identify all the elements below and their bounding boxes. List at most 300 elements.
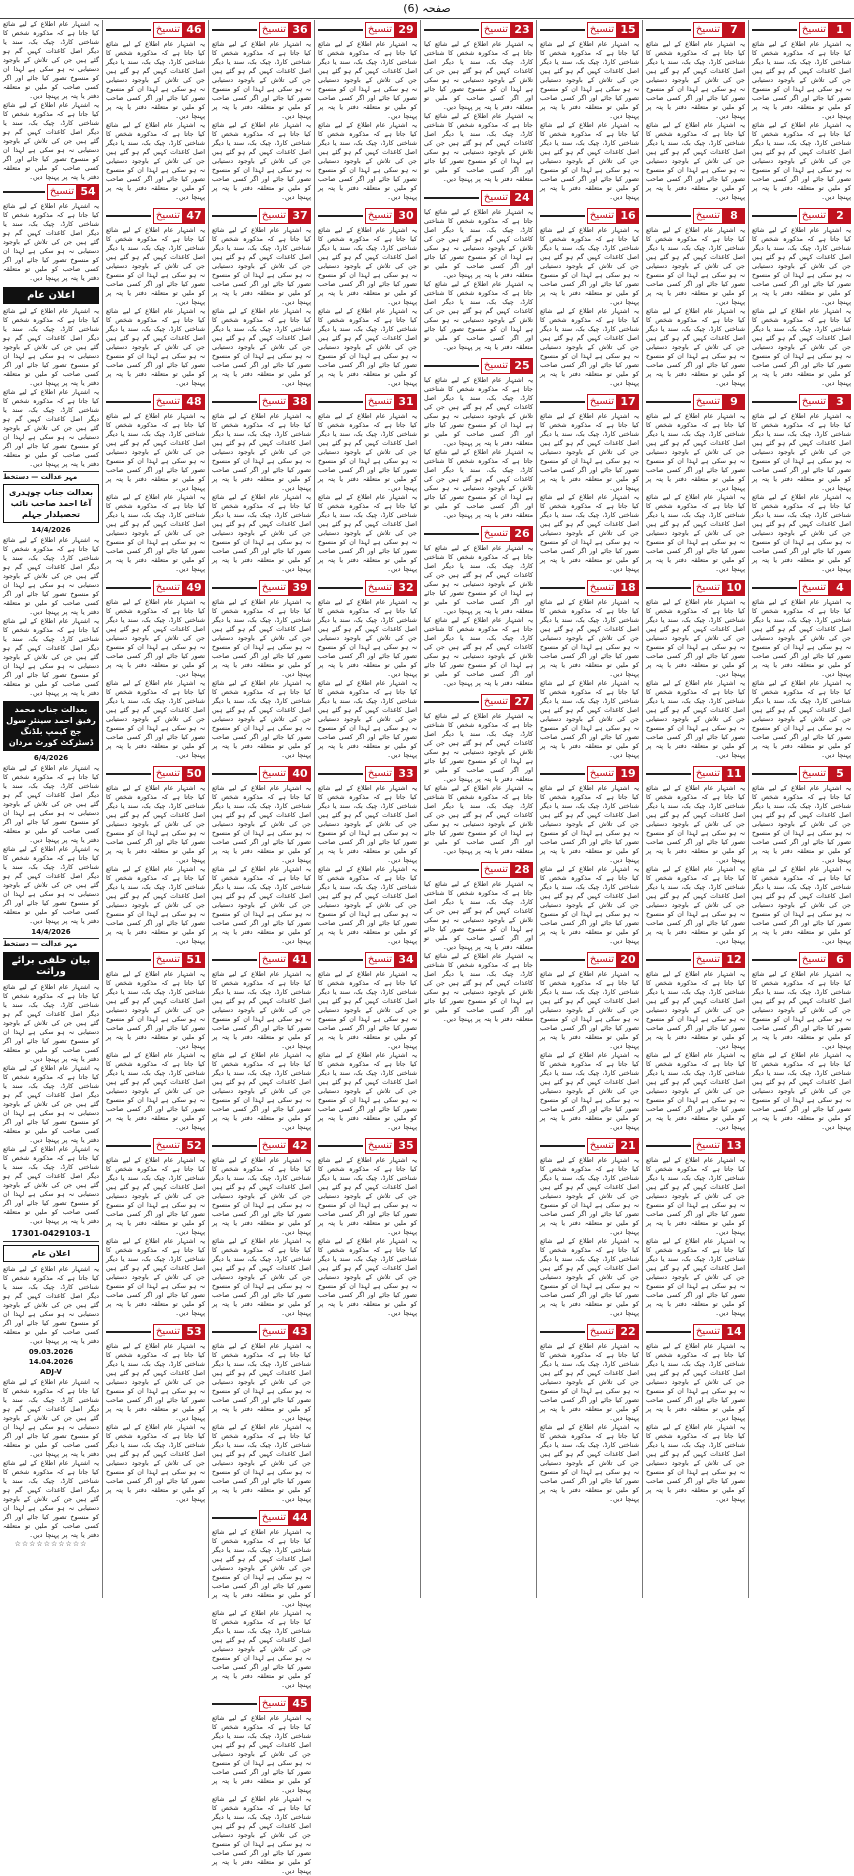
notice-item (106, 394, 205, 574)
notice-number: 31 (395, 394, 417, 410)
notice-tag (540, 1324, 639, 1340)
divider (424, 197, 479, 199)
notice-text: یہ اشتہار عام اطلاع کے لیے شائع کیا جاتا ہے کہ مذکورہ شخص کا شناختی کارڈ، چیک بک، سند یا دیگر اصل کاغذات کہیں گم ہو گئے ہیں جن کی تلاش کے باوجود دستیابی نہ ہو سکی ہے لہذا ان کو منسوخ تصور کیا جائے اور اگر کسی صاحب کو ملیں تو متعلقہ دفتر یا پتہ پر پہنچا دیں۔ (540, 121, 639, 201)
divider (752, 29, 797, 31)
notice-number: 14 (723, 1324, 745, 1340)
notice-label: تنسیخ (587, 394, 617, 410)
notice-label: تنسیخ (587, 22, 617, 38)
notice-text: یہ اشتہار عام اطلاع کے لیے شائع کیا جاتا ہے کہ مذکورہ شخص کا شناختی کارڈ، چیک بک، سند یا دیگر اصل کاغذات کہیں گم ہو گئے ہیں جن کی تلاش کے باوجود دستیابی نہ ہو سکی ہے لہذا ان کو منسوخ تصور کیا جائے اور اگر کسی صاحب کو ملیں تو متعلقہ دفتر یا پتہ پر پہنچا دیں۔ (318, 307, 417, 387)
notice-tag (540, 580, 639, 596)
notice-label: تنسیخ (365, 952, 395, 968)
notice-item (212, 1324, 311, 1504)
notice-tag (106, 1324, 205, 1340)
notice-text: یہ اشتہار عام اطلاع کے لیے شائع کیا جاتا ہے کہ مذکورہ شخص کا شناختی کارڈ، چیک بک، سند یا دیگر اصل کاغذات کہیں گم ہو گئے ہیں جن کی تلاش کے باوجود دستیابی نہ ہو سکی ہے لہذا ان کو منسوخ تصور کیا جائے اور اگر کسی صاحب کو ملیں تو متعلقہ دفتر یا پتہ پر پہنچا دیں۔ (212, 1051, 311, 1131)
notice-text: یہ اشتہار عام اطلاع کے لیے شائع کیا جاتا ہے کہ مذکورہ شخص کا شناختی کارڈ، چیک بک، سند یا دیگر اصل کاغذات کہیں گم ہو گئے ہیں جن کی تلاش کے باوجود دستیابی نہ ہو سکی ہے لہذا ان کو منسوخ تصور کیا جائے اور اگر کسی صاحب کو ملیں تو متعلقہ دفتر یا پتہ پر پہنچا دیں۔ (424, 712, 533, 783)
notice-text: یہ اشتہار عام اطلاع کے لیے شائع کیا جاتا ہے کہ مذکورہ شخص کا شناختی کارڈ، چیک بک، سند یا دیگر اصل کاغذات کہیں گم ہو گئے ہیں جن کی تلاش کے باوجود دستیابی نہ ہو سکی ہے لہذا ان کو منسوخ تصور کیا جائے اور اگر کسی صاحب کو ملیں تو متعلقہ دفتر یا پتہ پر پہنچا دیں۔ (212, 1423, 311, 1503)
notice-item (752, 766, 851, 946)
notice-tag (106, 394, 205, 410)
notice-number: 42 (289, 1138, 311, 1154)
notice-tag (424, 862, 533, 878)
notice-item (318, 22, 417, 202)
notice-label: تنسیخ (481, 22, 511, 38)
notice-label: تنسیخ (799, 394, 829, 410)
notice-text: یہ اشتہار عام اطلاع کے لیے شائع کیا جاتا ہے کہ مذکورہ شخص کا شناختی کارڈ، چیک بک، سند یا دیگر اصل کاغذات کہیں گم ہو گئے ہیں جن کی تلاش کے باوجود دستیابی نہ ہو سکی ہے لہذا ان کو منسوخ تصور کیا جائے اور اگر کسی صاحب کو ملیں تو متعلقہ دفتر یا پتہ پر پہنچا دیں۔ (646, 1156, 745, 1236)
notice-tag (540, 22, 639, 38)
notice-text: یہ اشتہار عام اطلاع کے لیے شائع کیا جاتا ہے کہ مذکورہ شخص کا شناختی کارڈ، چیک بک، سند یا دیگر اصل کاغذات کہیں گم ہو گئے ہیں جن کی تلاش کے باوجود دستیابی نہ ہو سکی ہے لہذا ان کو منسوخ تصور کیا جائے اور اگر کسی صاحب کو ملیں تو متعلقہ دفتر یا پتہ پر پہنچا دیں۔ (212, 1237, 311, 1317)
notice-label: تنسیخ (153, 22, 183, 38)
notice-item (646, 208, 745, 388)
notice-number: 37 (289, 208, 311, 224)
notice-text: یہ اشتہار عام اطلاع کے لیے شائع کیا جاتا ہے کہ مذکورہ شخص کا شناختی کارڈ، چیک بک، سند یا دیگر اصل کاغذات کہیں گم ہو گئے ہیں جن کی تلاش کے باوجود دستیابی نہ ہو سکی ہے لہذا ان کو منسوخ تصور کیا جائے اور اگر کسی صاحب کو ملیں تو متعلقہ دفتر یا پتہ پر پہنچا دیں۔ (106, 865, 205, 945)
notice-tag (752, 22, 851, 38)
divider (212, 959, 257, 961)
notice-text: یہ اشتہار عام اطلاع کے لیے شائع کیا جاتا ہے کہ مذکورہ شخص کا شناختی کارڈ، چیک بک، سند یا دیگر اصل کاغذات کہیں گم ہو گئے ہیں جن کی تلاش کے باوجود دستیابی نہ ہو سکی ہے لہذا ان کو منسوخ تصور کیا جائے اور اگر کسی صاحب کو ملیں تو متعلقہ دفتر یا پتہ پر پہنچا دیں۔ (3, 101, 99, 181)
notice-label: تنسیخ (587, 952, 617, 968)
notice-label: تنسیخ (481, 694, 511, 710)
notice-number: 23 (511, 22, 533, 38)
notice-text: یہ اشتہار عام اطلاع کے لیے شائع کیا جاتا ہے کہ مذکورہ شخص کا شناختی کارڈ، چیک بک، سند یا دیگر اصل کاغذات کہیں گم ہو گئے ہیں جن کی تلاش کے باوجود دستیابی نہ ہو سکی ہے لہذا ان کو منسوخ تصور کیا جائے اور اگر کسی صاحب کو ملیں تو متعلقہ دفتر یا پتہ پر پہنچا دیں۔ (752, 679, 851, 759)
notice-tag (212, 208, 311, 224)
notice-label: تنسیخ (587, 1324, 617, 1340)
notice-number: 26 (511, 526, 533, 542)
notice-text: یہ اشتہار عام اطلاع کے لیے شائع کیا جاتا ہے کہ مذکورہ شخص کا شناختی کارڈ، چیک بک، سند یا دیگر اصل کاغذات کہیں گم ہو گئے ہیں جن کی تلاش کے باوجود دستیابی نہ ہو سکی ہے لہذا ان کو منسوخ تصور کیا جائے اور اگر کسی صاحب کو ملیں تو متعلقہ دفتر یا پتہ پر پہنچا دیں۔ (646, 226, 745, 306)
section-heading: بیان حلفی برائے وراثت (3, 952, 99, 980)
notice-label: تنسیخ (481, 190, 511, 206)
divider (3, 191, 45, 193)
notice-text: یہ اشتہار عام اطلاع کے لیے شائع کیا جاتا ہے کہ مذکورہ شخص کا شناختی کارڈ، چیک بک، سند یا دیگر اصل کاغذات کہیں گم ہو گئے ہیں جن کی تلاش کے باوجود دستیابی نہ ہو سکی ہے لہذا ان کو منسوخ تصور کیا جائے اور اگر کسی صاحب کو ملیں تو متعلقہ دفتر یا پتہ پر پہنچا دیں۔ (212, 412, 311, 492)
notice-number: 40 (289, 766, 311, 782)
divider (752, 959, 797, 961)
divider (646, 1145, 691, 1147)
notice-text: یہ اشتہار عام اطلاع کے لیے شائع کیا جاتا ہے کہ مذکورہ شخص کا شناختی کارڈ، چیک بک، سند یا دیگر اصل کاغذات کہیں گم ہو گئے ہیں جن کی تلاش کے باوجود دستیابی نہ ہو سکی ہے لہذا ان کو منسوخ تصور کیا جائے اور اگر کسی صاحب کو ملیں تو متعلقہ دفتر یا پتہ پر پہنچا دیں۔ (424, 616, 533, 687)
notice-date: 09.03.2026 (28, 1348, 74, 1356)
notice-text: یہ اشتہار عام اطلاع کے لیے شائع کیا جاتا ہے کہ مذکورہ شخص کا شناختی کارڈ، چیک بک، سند یا دیگر اصل کاغذات کہیں گم ہو گئے ہیں جن کی تلاش کے باوجود دستیابی نہ ہو سکی ہے لہذا ان کو منسوخ تصور کیا جائے اور اگر کسی صاحب کو ملیں تو متعلقہ دفتر یا پتہ پر پہنچا دیں۔ (424, 784, 533, 855)
notice-label: تنسیخ (587, 1138, 617, 1154)
notice-tag (212, 1696, 311, 1712)
notice-item (646, 1138, 745, 1318)
notice-text: یہ اشتہار عام اطلاع کے لیے شائع کیا جاتا ہے کہ مذکورہ شخص کا شناختی کارڈ، چیک بک، سند یا دیگر اصل کاغذات کہیں گم ہو گئے ہیں جن کی تلاش کے باوجود دستیابی نہ ہو سکی ہے لہذا ان کو منسوخ تصور کیا جائے اور اگر کسی صاحب کو ملیں تو متعلقہ دفتر یا پتہ پر پہنچا دیں۔ (752, 40, 851, 120)
notice-text: یہ اشتہار عام اطلاع کے لیے شائع کیا جاتا ہے کہ مذکورہ شخص کا شناختی کارڈ، چیک بک، سند یا دیگر اصل کاغذات کہیں گم ہو گئے ہیں جن کی تلاش کے باوجود دستیابی نہ ہو سکی ہے لہذا ان کو منسوخ تصور کیا جائے اور اگر کسی صاحب کو ملیں تو متعلقہ دفتر یا پتہ پر پہنچا دیں۔ (212, 598, 311, 678)
notice-text: یہ اشتہار عام اطلاع کے لیے شائع کیا جاتا ہے کہ مذکورہ شخص کا شناختی کارڈ، چیک بک، سند یا دیگر اصل کاغذات کہیں گم ہو گئے ہیں جن کی تلاش کے باوجود دستیابی نہ ہو سکی ہے لہذا ان کو منسوخ تصور کیا جائے اور اگر کسی صاحب کو ملیں تو متعلقہ دفتر یا پتہ پر پہنچا دیں۔ (540, 1051, 639, 1131)
notice-date: 14.04.2026 (28, 1358, 74, 1366)
notice-number: 53 (183, 1324, 205, 1340)
notice-number: 18 (617, 580, 639, 596)
notice-tag (212, 766, 311, 782)
notice-tag (106, 208, 205, 224)
notice-number: 1 (829, 22, 851, 38)
notice-number: 32 (395, 580, 417, 596)
notice-text: یہ اشتہار عام اطلاع کے لیے شائع کیا جاتا ہے کہ مذکورہ شخص کا شناختی کارڈ، چیک بک، سند یا دیگر اصل کاغذات کہیں گم ہو گئے ہیں جن کی تلاش کے باوجود دستیابی نہ ہو سکی ہے لہذا ان کو منسوخ تصور کیا جائے اور اگر کسی صاحب کو ملیں تو متعلقہ دفتر یا پتہ پر پہنچا دیں۔ (318, 40, 417, 120)
divider (646, 959, 691, 961)
notice-tag (646, 208, 745, 224)
notice-text: یہ اشتہار عام اطلاع کے لیے شائع کیا جاتا ہے کہ مذکورہ شخص کا شناختی کارڈ، چیک بک، سند یا دیگر اصل کاغذات کہیں گم ہو گئے ہیں جن کی تلاش کے باوجود دستیابی نہ ہو سکی ہے لہذا ان کو منسوخ تصور کیا جائے اور اگر کسی صاحب کو ملیں تو متعلقہ دفتر یا پتہ پر پہنچا دیں۔ (318, 1051, 417, 1131)
notice-number: 15 (617, 22, 639, 38)
notice-text: یہ اشتہار عام اطلاع کے لیے شائع کیا جاتا ہے کہ مذکورہ شخص کا شناختی کارڈ، چیک بک، سند یا دیگر اصل کاغذات کہیں گم ہو گئے ہیں جن کی تلاش کے باوجود دستیابی نہ ہو سکی ہے لہذا ان کو منسوخ تصور کیا جائے اور اگر کسی صاحب کو ملیں تو متعلقہ دفتر یا پتہ پر پہنچا دیں۔ (106, 1051, 205, 1131)
notice-text: یہ اشتہار عام اطلاع کے لیے شائع کیا جاتا ہے کہ مذکورہ شخص کا شناختی کارڈ، چیک بک، سند یا دیگر اصل کاغذات کہیں گم ہو گئے ہیں جن کی تلاش کے باوجود دستیابی نہ ہو سکی ہے لہذا ان کو منسوخ تصور کیا جائے اور اگر کسی صاحب کو ملیں تو متعلقہ دفتر یا پتہ پر پہنچا دیں۔ (318, 679, 417, 759)
notice-text: یہ اشتہار عام اطلاع کے لیے شائع کیا جاتا ہے کہ مذکورہ شخص کا شناختی کارڈ، چیک بک، سند یا دیگر اصل کاغذات کہیں گم ہو گئے ہیں جن کی تلاش کے باوجود دستیابی نہ ہو سکی ہے لہذا ان کو منسوخ تصور کیا جائے اور اگر کسی صاحب کو ملیں تو متعلقہ دفتر یا پتہ پر پہنچا دیں۔ (212, 1156, 311, 1236)
notice-label: تنسیخ (259, 208, 289, 224)
notice-label: تنسیخ (153, 1324, 183, 1340)
notice-number: 35 (395, 1138, 417, 1154)
notice-number: 29 (395, 22, 417, 38)
divider (318, 1145, 363, 1147)
notice-text: یہ اشتہار عام اطلاع کے لیے شائع کیا جاتا ہے کہ مذکورہ شخص کا شناختی کارڈ، چیک بک، سند یا دیگر اصل کاغذات کہیں گم ہو گئے ہیں جن کی تلاش کے باوجود دستیابی نہ ہو سکی ہے لہذا ان کو منسوخ تصور کیا جائے اور اگر کسی صاحب کو ملیں تو متعلقہ دفتر یا پتہ پر پہنچا دیں۔ (424, 280, 533, 351)
notice-text: یہ اشتہار عام اطلاع کے لیے شائع کیا جاتا ہے کہ مذکورہ شخص کا شناختی کارڈ، چیک بک، سند یا دیگر اصل کاغذات کہیں گم ہو گئے ہیں جن کی تلاش کے باوجود دستیابی نہ ہو سکی ہے لہذا ان کو منسوخ تصور کیا جائے اور اگر کسی صاحب کو ملیں تو متعلقہ دفتر یا پتہ پر پہنچا دیں۔ (106, 412, 205, 492)
notice-label: تنسیخ (481, 862, 511, 878)
notice-label: تنسیخ (693, 952, 723, 968)
notice-text: یہ اشتہار عام اطلاع کے لیے شائع کیا جاتا ہے کہ مذکورہ شخص کا شناختی کارڈ، چیک بک، سند یا دیگر اصل کاغذات کہیں گم ہو گئے ہیں جن کی تلاش کے باوجود دستیابی نہ ہو سکی ہے لہذا ان کو منسوخ تصور کیا جائے اور اگر کسی صاحب کو ملیں تو متعلقہ دفتر یا پتہ پر پہنچا دیں۔ (424, 376, 533, 447)
notice-text: یہ اشتہار عام اطلاع کے لیے شائع کیا جاتا ہے کہ مذکورہ شخص کا شناختی کارڈ، چیک بک، سند یا دیگر اصل کاغذات کہیں گم ہو گئے ہیں جن کی تلاش کے باوجود دستیابی نہ ہو سکی ہے لہذا ان کو منسوخ تصور کیا جائے اور اگر کسی صاحب کو ملیں تو متعلقہ دفتر یا پتہ پر پہنچا دیں۔ (424, 208, 533, 279)
notice-label: تنسیخ (153, 580, 183, 596)
notice-text: یہ اشتہار عام اطلاع کے لیے شائع کیا جاتا ہے کہ مذکورہ شخص کا شناختی کارڈ، چیک بک، سند یا دیگر اصل کاغذات کہیں گم ہو گئے ہیں جن کی تلاش کے باوجود دستیابی نہ ہو سکی ہے لہذا ان کو منسوخ تصور کیا جائے اور اگر کسی صاحب کو ملیں تو متعلقہ دفتر یا پتہ پر پہنچا دیں۔ (752, 784, 851, 864)
notice-text: یہ اشتہار عام اطلاع کے لیے شائع کیا جاتا ہے کہ مذکورہ شخص کا شناختی کارڈ، چیک بک، سند یا دیگر اصل کاغذات کہیں گم ہو گئے ہیں جن کی تلاش کے باوجود دستیابی نہ ہو سکی ہے لہذا ان کو منسوخ تصور کیا جائے اور اگر کسی صاحب کو ملیں تو متعلقہ دفتر یا پتہ پر پہنچا دیں۔ (212, 865, 311, 945)
notice-text: یہ اشتہار عام اطلاع کے لیے شائع کیا جاتا ہے کہ مذکورہ شخص کا شناختی کارڈ، چیک بک، سند یا دیگر اصل کاغذات کہیں گم ہو گئے ہیں جن کی تلاش کے باوجود دستیابی نہ ہو سکی ہے لہذا ان کو منسوخ تصور کیا جائے اور اگر کسی صاحب کو ملیں تو متعلقہ دفتر یا پتہ پر پہنچا دیں۔ (106, 121, 205, 201)
notice-text: یہ اشتہار عام اطلاع کے لیے شائع کیا جاتا ہے کہ مذکورہ شخص کا شناختی کارڈ، چیک بک، سند یا دیگر اصل کاغذات کہیں گم ہو گئے ہیں جن کی تلاش کے باوجود دستیابی نہ ہو سکی ہے لہذا ان کو منسوخ تصور کیا جائے اور اگر کسی صاحب کو ملیں تو متعلقہ دفتر یا پتہ پر پہنچا دیں۔ (3, 764, 99, 844)
notice-text: یہ اشتہار عام اطلاع کے لیے شائع کیا جاتا ہے کہ مذکورہ شخص کا شناختی کارڈ، چیک بک، سند یا دیگر اصل کاغذات کہیں گم ہو گئے ہیں جن کی تلاش کے باوجود دستیابی نہ ہو سکی ہے لہذا ان کو منسوخ تصور کیا جائے اور اگر کسی صاحب کو ملیں تو متعلقہ دفتر یا پتہ پر پہنچا دیں۔ (646, 121, 745, 201)
notice-tag (318, 208, 417, 224)
notice-number: 52 (183, 1138, 205, 1154)
notice-number: 4 (829, 580, 851, 596)
notice-number: 48 (183, 394, 205, 410)
notice-item (212, 1696, 311, 1876)
notice-number: 49 (183, 580, 205, 596)
notice-text: یہ اشتہار عام اطلاع کے لیے شائع کیا جاتا ہے کہ مذکورہ شخص کا شناختی کارڈ، چیک بک، سند یا دیگر اصل کاغذات کہیں گم ہو گئے ہیں جن کی تلاش کے باوجود دستیابی نہ ہو سکی ہے لہذا ان کو منسوخ تصور کیا جائے اور اگر کسی صاحب کو ملیں تو متعلقہ دفتر یا پتہ پر پہنچا دیں۔ (106, 1342, 205, 1422)
notice-text: یہ اشتہار عام اطلاع کے لیے شائع کیا جاتا ہے کہ مذکورہ شخص کا شناختی کارڈ، چیک بک، سند یا دیگر اصل کاغذات کہیں گم ہو گئے ہیں جن کی تلاش کے باوجود دستیابی نہ ہو سکی ہے لہذا ان کو منسوخ تصور کیا جائے اور اگر کسی صاحب کو ملیں تو متعلقہ دفتر یا پتہ پر پہنچا دیں۔ (212, 307, 311, 387)
notice-number: 51 (183, 952, 205, 968)
notice-label: تنسیخ (365, 22, 395, 38)
divider (212, 773, 257, 775)
divider (318, 587, 363, 589)
notice-text: یہ اشتہار عام اطلاع کے لیے شائع کیا جاتا ہے کہ مذکورہ شخص کا شناختی کارڈ، چیک بک، سند یا دیگر اصل کاغذات کہیں گم ہو گئے ہیں جن کی تلاش کے باوجود دستیابی نہ ہو سکی ہے لہذا ان کو منسوخ تصور کیا جائے اور اگر کسی صاحب کو ملیں تو متعلقہ دفتر یا پتہ پر پہنچا دیں۔ (212, 784, 311, 864)
notice-label: تنسیخ (481, 526, 511, 542)
notice-item (540, 22, 639, 202)
notice-item (540, 952, 639, 1132)
divider (212, 1703, 257, 1705)
notice-number: 28 (511, 862, 533, 878)
notice-tag (212, 952, 311, 968)
divider (540, 215, 585, 217)
notice-text: یہ اشتہار عام اطلاع کے لیے شائع کیا جاتا ہے کہ مذکورہ شخص کا شناختی کارڈ، چیک بک، سند یا دیگر اصل کاغذات کہیں گم ہو گئے ہیں جن کی تلاش کے باوجود دستیابی نہ ہو سکی ہے لہذا ان کو منسوخ تصور کیا جائے اور اگر کسی صاحب کو ملیں تو متعلقہ دفتر یا پتہ پر پہنچا دیں۔ (318, 1156, 417, 1236)
notice-number: 39 (289, 580, 311, 596)
notice-number: 44 (289, 1510, 311, 1526)
notice-tag (752, 208, 851, 224)
notice-number: 45 (289, 1696, 311, 1712)
notice-tag (752, 766, 851, 782)
notice-text: یہ اشتہار عام اطلاع کے لیے شائع کیا جاتا ہے کہ مذکورہ شخص کا شناختی کارڈ، چیک بک، سند یا دیگر اصل کاغذات کہیں گم ہو گئے ہیں جن کی تلاش کے باوجود دستیابی نہ ہو سکی ہے لہذا ان کو منسوخ تصور کیا جائے اور اگر کسی صاحب کو ملیں تو متعلقہ دفتر یا پتہ پر پہنچا دیں۔ (540, 226, 639, 306)
notice-tag (106, 952, 205, 968)
notice-label: تنسیخ (587, 208, 617, 224)
notice-item (318, 208, 417, 388)
notice-text: یہ اشتہار عام اطلاع کے لیے شائع کیا جاتا ہے کہ مذکورہ شخص کا شناختی کارڈ، چیک بک، سند یا دیگر اصل کاغذات کہیں گم ہو گئے ہیں جن کی تلاش کے باوجود دستیابی نہ ہو سکی ہے لہذا ان کو منسوخ تصور کیا جائے اور اگر کسی صاحب کو ملیں تو متعلقہ دفتر یا پتہ پر پہنچا دیں۔ (212, 1795, 311, 1875)
notice-label: تنسیخ (259, 1138, 289, 1154)
column-left (0, 20, 102, 1598)
notice-label: تنسیخ (153, 394, 183, 410)
divider (646, 215, 691, 217)
signature-label: دستخط (3, 940, 29, 948)
notice-item (424, 22, 533, 184)
notice-number: 33 (395, 766, 417, 782)
notice-number: 12 (723, 952, 745, 968)
court-seal: مہر عدالت — دستخط (3, 938, 99, 948)
notice-text: یہ اشتہار عام اطلاع کے لیے شائع کیا جاتا ہے کہ مذکورہ شخص کا شناختی کارڈ، چیک بک، سند یا دیگر اصل کاغذات کہیں گم ہو گئے ہیں جن کی تلاش کے باوجود دستیابی نہ ہو سکی ہے لہذا ان کو منسوخ تصور کیا جائے اور اگر کسی صاحب کو ملیں تو متعلقہ دفتر یا پتہ پر پہنچا دیں۔ (3, 202, 99, 282)
notice-text: یہ اشتہار عام اطلاع کے لیے شائع کیا جاتا ہے کہ مذکورہ شخص کا شناختی کارڈ، چیک بک، سند یا دیگر اصل کاغذات کہیں گم ہو گئے ہیں جن کی تلاش کے باوجود دستیابی نہ ہو سکی ہے لہذا ان کو منسوخ تصور کیا جائے اور اگر کسی صاحب کو ملیں تو متعلقہ دفتر یا پتہ پر پہنچا دیں۔ (646, 598, 745, 678)
notice-text: یہ اشتہار عام اطلاع کے لیے شائع کیا جاتا ہے کہ مذکورہ شخص کا شناختی کارڈ، چیک بک، سند یا دیگر اصل کاغذات کہیں گم ہو گئے ہیں جن کی تلاش کے باوجود دستیابی نہ ہو سکی ہے لہذا ان کو منسوخ تصور کیا جائے اور اگر کسی صاحب کو ملیں تو متعلقہ دفتر یا پتہ پر پہنچا دیں۔ (646, 412, 745, 492)
notice-item (646, 580, 745, 760)
notice-label: تنسیخ (153, 1138, 183, 1154)
column-2 (642, 20, 748, 1598)
divider (212, 1331, 257, 1333)
notice-number: 19 (617, 766, 639, 782)
notice-text: یہ اشتہار عام اطلاع کے لیے شائع کیا جاتا ہے کہ مذکورہ شخص کا شناختی کارڈ، چیک بک، سند یا دیگر اصل کاغذات کہیں گم ہو گئے ہیں جن کی تلاش کے باوجود دستیابی نہ ہو سکی ہے لہذا ان کو منسوخ تصور کیا جائے اور اگر کسی صاحب کو ملیں تو متعلقہ دفتر یا پتہ پر پہنچا دیں۔ (3, 20, 99, 100)
notice-text: یہ اشتہار عام اطلاع کے لیے شائع کیا جاتا ہے کہ مذکورہ شخص کا شناختی کارڈ، چیک بک، سند یا دیگر اصل کاغذات کہیں گم ہو گئے ہیں جن کی تلاش کے باوجود دستیابی نہ ہو سکی ہے لہذا ان کو منسوخ تصور کیا جائے اور اگر کسی صاحب کو ملیں تو متعلقہ دفتر یا پتہ پر پہنچا دیں۔ (106, 1237, 205, 1317)
notice-text: یہ اشتہار عام اطلاع کے لیے شائع کیا جاتا ہے کہ مذکورہ شخص کا شناختی کارڈ، چیک بک، سند یا دیگر اصل کاغذات کہیں گم ہو گئے ہیں جن کی تلاش کے باوجود دستیابی نہ ہو سکی ہے لہذا ان کو منسوخ تصور کیا جائے اور اگر کسی صاحب کو ملیں تو متعلقہ دفتر یا پتہ پر پہنچا دیں۔ (540, 865, 639, 945)
notice-number: 30 (395, 208, 417, 224)
notice-text: یہ اشتہار عام اطلاع کے لیے شائع کیا جاتا ہے کہ مذکورہ شخص کا شناختی کارڈ، چیک بک، سند یا دیگر اصل کاغذات کہیں گم ہو گئے ہیں جن کی تلاش کے باوجود دستیابی نہ ہو سکی ہے لہذا ان کو منسوخ تصور کیا جائے اور اگر کسی صاحب کو ملیں تو متعلقہ دفتر یا پتہ پر پہنچا دیں۔ (424, 952, 533, 1023)
notice-text: یہ اشتہار عام اطلاع کے لیے شائع کیا جاتا ہے کہ مذکورہ شخص کا شناختی کارڈ، چیک بک، سند یا دیگر اصل کاغذات کہیں گم ہو گئے ہیں جن کی تلاش کے باوجود دستیابی نہ ہو سکی ہے لہذا ان کو منسوخ تصور کیا جائے اور اگر کسی صاحب کو ملیں تو متعلقہ دفتر یا پتہ پر پہنچا دیں۔ (318, 784, 417, 864)
notice-text: یہ اشتہار عام اطلاع کے لیے شائع کیا جاتا ہے کہ مذکورہ شخص کا شناختی کارڈ، چیک بک، سند یا دیگر اصل کاغذات کہیں گم ہو گئے ہیں جن کی تلاش کے باوجود دستیابی نہ ہو سکی ہے لہذا ان کو منسوخ تصور کیا جائے اور اگر کسی صاحب کو ملیں تو متعلقہ دفتر یا پتہ پر پہنچا دیں۔ (646, 307, 745, 387)
divider (752, 773, 797, 775)
column-6 (208, 20, 314, 1875)
divider (106, 215, 151, 217)
notice-item (540, 580, 639, 760)
notice-number: 17 (617, 394, 639, 410)
notice-label: تنسیخ (259, 1696, 289, 1712)
notice-text: یہ اشتہار عام اطلاع کے لیے شائع کیا جاتا ہے کہ مذکورہ شخص کا شناختی کارڈ، چیک بک، سند یا دیگر اصل کاغذات کہیں گم ہو گئے ہیں جن کی تلاش کے باوجود دستیابی نہ ہو سکی ہے لہذا ان کو منسوخ تصور کیا جائے اور اگر کسی صاحب کو ملیں تو متعلقہ دفتر یا پتہ پر پہنچا دیں۔ (318, 970, 417, 1050)
notice-tag (424, 22, 533, 38)
notice-item (106, 1138, 205, 1318)
notice-number: 25 (511, 358, 533, 374)
notice-text: یہ اشتہار عام اطلاع کے لیے شائع کیا جاتا ہے کہ مذکورہ شخص کا شناختی کارڈ، چیک بک، سند یا دیگر اصل کاغذات کہیں گم ہو گئے ہیں جن کی تلاش کے باوجود دستیابی نہ ہو سکی ہے لہذا ان کو منسوخ تصور کیا جائے اور اگر کسی صاحب کو ملیں تو متعلقہ دفتر یا پتہ پر پہنچا دیں۔ (3, 1145, 99, 1225)
notice-text: یہ اشتہار عام اطلاع کے لیے شائع کیا جاتا ہے کہ مذکورہ شخص کا شناختی کارڈ، چیک بک، سند یا دیگر اصل کاغذات کہیں گم ہو گئے ہیں جن کی تلاش کے باوجود دستیابی نہ ہو سکی ہے لہذا ان کو منسوخ تصور کیا جائے اور اگر کسی صاحب کو ملیں تو متعلقہ دفتر یا پتہ پر پہنچا دیں۔ (540, 307, 639, 387)
notice-number: 43 (289, 1324, 311, 1340)
notice-text: یہ اشتہار عام اطلاع کے لیے شائع کیا جاتا ہے کہ مذکورہ شخص کا شناختی کارڈ، چیک بک، سند یا دیگر اصل کاغذات کہیں گم ہو گئے ہیں جن کی تلاش کے باوجود دستیابی نہ ہو سکی ہے لہذا ان کو منسوخ تصور کیا جائے اور اگر کسی صاحب کو ملیں تو متعلقہ دفتر یا پتہ پر پہنچا دیں۔ (212, 40, 311, 120)
notice-label: تنسیخ (259, 580, 289, 596)
notice-text: یہ اشتہار عام اطلاع کے لیے شائع کیا جاتا ہے کہ مذکورہ شخص کا شناختی کارڈ، چیک بک، سند یا دیگر اصل کاغذات کہیں گم ہو گئے ہیں جن کی تلاش کے باوجود دستیابی نہ ہو سکی ہے لہذا ان کو منسوخ تصور کیا جائے اور اگر کسی صاحب کو ملیں تو متعلقہ دفتر یا پتہ پر پہنچا دیں۔ (752, 307, 851, 387)
notice-text: یہ اشتہار عام اطلاع کے لیے شائع کیا جاتا ہے کہ مذکورہ شخص کا شناختی کارڈ، چیک بک، سند یا دیگر اصل کاغذات کہیں گم ہو گئے ہیں جن کی تلاش کے باوجود دستیابی نہ ہو سکی ہے لہذا ان کو منسوخ تصور کیا جائے اور اگر کسی صاحب کو ملیں تو متعلقہ دفتر یا پتہ پر پہنچا دیں۔ (646, 970, 745, 1050)
notice-label: تنسیخ (799, 580, 829, 596)
notice-label: تنسیخ (587, 580, 617, 596)
notice-number: 8 (723, 208, 745, 224)
court-seal: مہر عدالت — دستخط (3, 471, 99, 481)
column-7 (102, 20, 208, 1598)
notice-text: یہ اشتہار عام اطلاع کے لیے شائع کیا جاتا ہے کہ مذکورہ شخص کا شناختی کارڈ، چیک بک، سند یا دیگر اصل کاغذات کہیں گم ہو گئے ہیں جن کی تلاش کے باوجود دستیابی نہ ہو سکی ہے لہذا ان کو منسوخ تصور کیا جائے اور اگر کسی صاحب کو ملیں تو متعلقہ دفتر یا پتہ پر پہنچا دیں۔ (752, 121, 851, 201)
notice-text: یہ اشتہار عام اطلاع کے لیے شائع کیا جاتا ہے کہ مذکورہ شخص کا شناختی کارڈ، چیک بک، سند یا دیگر اصل کاغذات کہیں گم ہو گئے ہیں جن کی تلاش کے باوجود دستیابی نہ ہو سکی ہے لہذا ان کو منسوخ تصور کیا جائے اور اگر کسی صاحب کو ملیں تو متعلقہ دفتر یا پتہ پر پہنچا دیں۔ (752, 412, 851, 492)
notice-text: یہ اشتہار عام اطلاع کے لیے شائع کیا جاتا ہے کہ مذکورہ شخص کا شناختی کارڈ، چیک بک، سند یا دیگر اصل کاغذات کہیں گم ہو گئے ہیں جن کی تلاش کے باوجود دستیابی نہ ہو سکی ہے لہذا ان کو منسوخ تصور کیا جائے اور اگر کسی صاحب کو ملیں تو متعلقہ دفتر یا پتہ پر پہنچا دیں۔ (646, 865, 745, 945)
notice-tag (752, 952, 851, 968)
notice-text: یہ اشتہار عام اطلاع کے لیے شائع کیا جاتا ہے کہ مذکورہ شخص کا شناختی کارڈ، چیک بک، سند یا دیگر اصل کاغذات کہیں گم ہو گئے ہیں جن کی تلاش کے باوجود دستیابی نہ ہو سکی ہے لہذا ان کو منسوخ تصور کیا جائے اور اگر کسی صاحب کو ملیں تو متعلقہ دفتر یا پتہ پر پہنچا دیں۔ (424, 448, 533, 519)
divider (540, 587, 585, 589)
divider (212, 587, 257, 589)
notice-text: یہ اشتہار عام اطلاع کے لیے شائع کیا جاتا ہے کہ مذکورہ شخص کا شناختی کارڈ، چیک بک، سند یا دیگر اصل کاغذات کہیں گم ہو گئے ہیں جن کی تلاش کے باوجود دستیابی نہ ہو سکی ہے لہذا ان کو منسوخ تصور کیا جائے اور اگر کسی صاحب کو ملیں تو متعلقہ دفتر یا پتہ پر پہنچا دیں۔ (3, 617, 99, 697)
notice-label: تنسیخ (481, 358, 511, 374)
divider (318, 29, 363, 31)
notice-label: تنسیخ (365, 208, 395, 224)
notice-item (318, 394, 417, 574)
divider (424, 533, 479, 535)
divider (752, 587, 797, 589)
notice-tag (318, 22, 417, 38)
notice-tag (212, 394, 311, 410)
notice-text: یہ اشتہار عام اطلاع کے لیے شائع کیا جاتا ہے کہ مذکورہ شخص کا شناختی کارڈ، چیک بک، سند یا دیگر اصل کاغذات کہیں گم ہو گئے ہیں جن کی تلاش کے باوجود دستیابی نہ ہو سکی ہے لہذا ان کو منسوخ تصور کیا جائے اور اگر کسی صاحب کو ملیں تو متعلقہ دفتر یا پتہ پر پہنچا دیں۔ (106, 970, 205, 1050)
notice-tag (540, 952, 639, 968)
notice-item (752, 208, 851, 388)
notice-text: یہ اشتہار عام اطلاع کے لیے شائع کیا جاتا ہے کہ مذکورہ شخص کا شناختی کارڈ، چیک بک، سند یا دیگر اصل کاغذات کہیں گم ہو گئے ہیں جن کی تلاش کے باوجود دستیابی نہ ہو سکی ہے لہذا ان کو منسوخ تصور کیا جائے اور اگر کسی صاحب کو ملیں تو متعلقہ دفتر یا پتہ پر پہنچا دیں۔ (212, 1609, 311, 1689)
notice-label: تنسیخ (799, 22, 829, 38)
notice-tag (646, 1324, 745, 1340)
notice-tag (424, 358, 533, 374)
divider (318, 959, 363, 961)
notice-tag (106, 766, 205, 782)
column-4 (420, 20, 536, 1598)
notice-number: 10 (723, 580, 745, 596)
seal-label: مہر عدالت (40, 473, 78, 481)
notice-tag (646, 766, 745, 782)
notice-number: 13 (723, 1138, 745, 1154)
hearing-date: 14/4/2026 (31, 928, 71, 936)
notice-label: تنسیخ (259, 1324, 289, 1340)
notice-item (752, 394, 851, 574)
notice-tag (424, 190, 533, 206)
notice-item (212, 1138, 311, 1318)
notice-text: یہ اشتہار عام اطلاع کے لیے شائع کیا جاتا ہے کہ مذکورہ شخص کا شناختی کارڈ، چیک بک، سند یا دیگر اصل کاغذات کہیں گم ہو گئے ہیں جن کی تلاش کے باوجود دستیابی نہ ہو سکی ہے لہذا ان کو منسوخ تصور کیا جائے اور اگر کسی صاحب کو ملیں تو متعلقہ دفتر یا پتہ پر پہنچا دیں۔ (752, 865, 851, 945)
divider (424, 701, 479, 703)
notice-text: یہ اشتہار عام اطلاع کے لیے شائع کیا جاتا ہے کہ مذکورہ شخص کا شناختی کارڈ، چیک بک، سند یا دیگر اصل کاغذات کہیں گم ہو گئے ہیں جن کی تلاش کے باوجود دستیابی نہ ہو سکی ہے لہذا ان کو منسوخ تصور کیا جائے اور اگر کسی صاحب کو ملیں تو متعلقہ دفتر یا پتہ پر پہنچا دیں۔ (646, 784, 745, 864)
seal-label: مہر عدالت (40, 940, 78, 948)
notice-item (540, 1138, 639, 1318)
divider (424, 365, 479, 367)
notice-text: یہ اشتہار عام اطلاع کے لیے شائع کیا جاتا ہے کہ مذکورہ شخص کا شناختی کارڈ، چیک بک، سند یا دیگر اصل کاغذات کہیں گم ہو گئے ہیں جن کی تلاش کے باوجود دستیابی نہ ہو سکی ہے لہذا ان کو منسوخ تصور کیا جائے اور اگر کسی صاحب کو ملیں تو متعلقہ دفتر یا پتہ پر پہنچا دیں۔ (212, 679, 311, 759)
divider (212, 401, 257, 403)
notice-text: یہ اشتہار عام اطلاع کے لیے شائع کیا جاتا ہے کہ مذکورہ شخص کا شناختی کارڈ، چیک بک، سند یا دیگر اصل کاغذات کہیں گم ہو گئے ہیں جن کی تلاش کے باوجود دستیابی نہ ہو سکی ہے لہذا ان کو منسوخ تصور کیا جائے اور اگر کسی صاحب کو ملیں تو متعلقہ دفتر یا پتہ پر پہنچا دیں۔ (106, 784, 205, 864)
notice-text: یہ اشتہار عام اطلاع کے لیے شائع کیا جاتا ہے کہ مذکورہ شخص کا شناختی کارڈ، چیک بک، سند یا دیگر اصل کاغذات کہیں گم ہو گئے ہیں جن کی تلاش کے باوجود دستیابی نہ ہو سکی ہے لہذا ان کو منسوخ تصور کیا جائے اور اگر کسی صاحب کو ملیں تو متعلقہ دفتر یا پتہ پر پہنچا دیں۔ (212, 226, 311, 306)
column-1 (748, 20, 854, 1598)
notice-number: 41 (289, 952, 311, 968)
divider (106, 773, 151, 775)
divider (3, 1241, 99, 1242)
notice-text: یہ اشتہار عام اطلاع کے لیے شائع کیا جاتا ہے کہ مذکورہ شخص کا شناختی کارڈ، چیک بک، سند یا دیگر اصل کاغذات کہیں گم ہو گئے ہیں جن کی تلاش کے باوجود دستیابی نہ ہو سکی ہے لہذا ان کو منسوخ تصور کیا جائے اور اگر کسی صاحب کو ملیں تو متعلقہ دفتر یا پتہ پر پہنچا دیں۔ (106, 40, 205, 120)
notice-item (212, 580, 311, 760)
notice-number: 9 (723, 394, 745, 410)
notice-label: تنسیخ (365, 394, 395, 410)
notice-tag (212, 22, 311, 38)
notice-text: یہ اشتہار عام اطلاع کے لیے شائع کیا جاتا ہے کہ مذکورہ شخص کا شناختی کارڈ، چیک بک، سند یا دیگر اصل کاغذات کہیں گم ہو گئے ہیں جن کی تلاش کے باوجود دستیابی نہ ہو سکی ہے لہذا ان کو منسوخ تصور کیا جائے اور اگر کسی صاحب کو ملیں تو متعلقہ دفتر یا پتہ پر پہنچا دیں۔ (3, 388, 99, 468)
divider (646, 587, 691, 589)
notice-label: تنسیخ (693, 1324, 723, 1340)
notice-label: تنسیخ (365, 580, 395, 596)
column-3 (536, 20, 642, 1598)
notice-number: 11 (723, 766, 745, 782)
column-5 (314, 20, 420, 1598)
notice-number: 3 (829, 394, 851, 410)
notice-item (424, 694, 533, 856)
notice-text: یہ اشتہار عام اطلاع کے لیے شائع کیا جاتا ہے کہ مذکورہ شخص کا شناختی کارڈ، چیک بک، سند یا دیگر اصل کاغذات کہیں گم ہو گئے ہیں جن کی تلاش کے باوجود دستیابی نہ ہو سکی ہے لہذا ان کو منسوخ تصور کیا جائے اور اگر کسی صاحب کو ملیں تو متعلقہ دفتر یا پتہ پر پہنچا دیں۔ (3, 1378, 99, 1458)
notice-item (212, 394, 311, 574)
section-heading: اعلان عام (3, 287, 99, 304)
notice-item (318, 1138, 417, 1318)
notice-text: یہ اشتہار عام اطلاع کے لیے شائع کیا جاتا ہے کہ مذکورہ شخص کا شناختی کارڈ، چیک بک، سند یا دیگر اصل کاغذات کہیں گم ہو گئے ہیں جن کی تلاش کے باوجود دستیابی نہ ہو سکی ہے لہذا ان کو منسوخ تصور کیا جائے اور اگر کسی صاحب کو ملیں تو متعلقہ دفتر یا پتہ پر پہنچا دیں۔ (540, 784, 639, 864)
notice-label: تنسیخ (693, 580, 723, 596)
notice-text: یہ اشتہار عام اطلاع کے لیے شائع کیا جاتا ہے کہ مذکورہ شخص کا شناختی کارڈ، چیک بک، سند یا دیگر اصل کاغذات کہیں گم ہو گئے ہیں جن کی تلاش کے باوجود دستیابی نہ ہو سکی ہے لہذا ان کو منسوخ تصور کیا جائے اور اگر کسی صاحب کو ملیں تو متعلقہ دفتر یا پتہ پر پہنچا دیں۔ (3, 983, 99, 1063)
notice-tag (540, 394, 639, 410)
notice-item (752, 580, 851, 760)
divider (646, 29, 691, 31)
notice-text: یہ اشتہار عام اطلاع کے لیے شائع کیا جاتا ہے کہ مذکورہ شخص کا شناختی کارڈ، چیک بک، سند یا دیگر اصل کاغذات کہیں گم ہو گئے ہیں جن کی تلاش کے باوجود دستیابی نہ ہو سکی ہے لہذا ان کو منسوخ تصور کیا جائے اور اگر کسی صاحب کو ملیں تو متعلقہ دفتر یا پتہ پر پہنچا دیں۔ (646, 679, 745, 759)
notice-text: یہ اشتہار عام اطلاع کے لیے شائع کیا جاتا ہے کہ مذکورہ شخص کا شناختی کارڈ، چیک بک، سند یا دیگر اصل کاغذات کہیں گم ہو گئے ہیں جن کی تلاش کے باوجود دستیابی نہ ہو سکی ہے لہذا ان کو منسوخ تصور کیا جائے اور اگر کسی صاحب کو ملیں تو متعلقہ دفتر یا پتہ پر پہنچا دیں۔ (3, 307, 99, 387)
notice-text: یہ اشتہار عام اطلاع کے لیے شائع کیا جاتا ہے کہ مذکورہ شخص کا شناختی کارڈ، چیک بک، سند یا دیگر اصل کاغذات کہیں گم ہو گئے ہیں جن کی تلاش کے باوجود دستیابی نہ ہو سکی ہے لہذا ان کو منسوخ تصور کیا جائے اور اگر کسی صاحب کو ملیں تو متعلقہ دفتر یا پتہ پر پہنچا دیں۔ (424, 40, 533, 111)
notice-item (212, 22, 311, 202)
notice-text: یہ اشتہار عام اطلاع کے لیے شائع کیا جاتا ہے کہ مذکورہ شخص کا شناختی کارڈ، چیک بک، سند یا دیگر اصل کاغذات کہیں گم ہو گئے ہیں جن کی تلاش کے باوجود دستیابی نہ ہو سکی ہے لہذا ان کو منسوخ تصور کیا جائے اور اگر کسی صاحب کو ملیں تو متعلقہ دفتر یا پتہ پر پہنچا دیں۔ (318, 598, 417, 678)
notice-number: 36 (289, 22, 311, 38)
divider (540, 29, 585, 31)
notice-item (212, 208, 311, 388)
notice-tag (212, 580, 311, 596)
notice-tag (424, 694, 533, 710)
divider (318, 215, 363, 217)
notice-text: یہ اشتہار عام اطلاع کے لیے شائع کیا جاتا ہے کہ مذکورہ شخص کا شناختی کارڈ، چیک بک، سند یا دیگر اصل کاغذات کہیں گم ہو گئے ہیں جن کی تلاش کے باوجود دستیابی نہ ہو سکی ہے لہذا ان کو منسوخ تصور کیا جائے اور اگر کسی صاحب کو ملیں تو متعلقہ دفتر یا پتہ پر پہنچا دیں۔ (540, 970, 639, 1050)
notice-text: یہ اشتہار عام اطلاع کے لیے شائع کیا جاتا ہے کہ مذکورہ شخص کا شناختی کارڈ، چیک بک، سند یا دیگر اصل کاغذات کہیں گم ہو گئے ہیں جن کی تلاش کے باوجود دستیابی نہ ہو سکی ہے لہذا ان کو منسوخ تصور کیا جائے اور اگر کسی صاحب کو ملیں تو متعلقہ دفتر یا پتہ پر پہنچا دیں۔ (424, 544, 533, 615)
notice-text: یہ اشتہار عام اطلاع کے لیے شائع کیا جاتا ہے کہ مذکورہ شخص کا شناختی کارڈ، چیک بک، سند یا دیگر اصل کاغذات کہیں گم ہو گئے ہیں جن کی تلاش کے باوجود دستیابی نہ ہو سکی ہے لہذا ان کو منسوخ تصور کیا جائے اور اگر کسی صاحب کو ملیں تو متعلقہ دفتر یا پتہ پر پہنچا دیں۔ (752, 970, 851, 1050)
notice-item (212, 952, 311, 1132)
divider (424, 869, 479, 871)
divider (106, 1145, 151, 1147)
divider (752, 215, 797, 217)
notice-text: یہ اشتہار عام اطلاع کے لیے شائع کیا جاتا ہے کہ مذکورہ شخص کا شناختی کارڈ، چیک بک، سند یا دیگر اصل کاغذات کہیں گم ہو گئے ہیں جن کی تلاش کے باوجود دستیابی نہ ہو سکی ہے لہذا ان کو منسوخ تصور کیا جائے اور اگر کسی صاحب کو ملیں تو متعلقہ دفتر یا پتہ پر پہنچا دیں۔ (540, 679, 639, 759)
notice-tag (424, 526, 533, 542)
notice-tag (540, 1138, 639, 1154)
notice-label: تنسیخ (153, 952, 183, 968)
notice-text: یہ اشتہار عام اطلاع کے لیے شائع کیا جاتا ہے کہ مذکورہ شخص کا شناختی کارڈ، چیک بک، سند یا دیگر اصل کاغذات کہیں گم ہو گئے ہیں جن کی تلاش کے باوجود دستیابی نہ ہو سکی ہے لہذا ان کو منسوخ تصور کیا جائے اور اگر کسی صاحب کو ملیں تو متعلقہ دفتر یا پتہ پر پہنچا دیں۔ (424, 112, 533, 183)
star-divider: ☆☆☆☆☆☆☆☆☆☆ (14, 1540, 88, 1548)
notice-tag (318, 394, 417, 410)
notice-label: تنسیخ (47, 184, 77, 200)
notice-label: تنسیخ (259, 394, 289, 410)
divider (540, 1145, 585, 1147)
notice-item (424, 358, 533, 520)
notice-tag (106, 1138, 205, 1154)
notice-text: یہ اشتہار عام اطلاع کے لیے شائع کیا جاتا ہے کہ مذکورہ شخص کا شناختی کارڈ، چیک بک، سند یا دیگر اصل کاغذات کہیں گم ہو گئے ہیں جن کی تلاش کے باوجود دستیابی نہ ہو سکی ہے لہذا ان کو منسوخ تصور کیا جائے اور اگر کسی صاحب کو ملیں تو متعلقہ دفتر یا پتہ پر پہنچا دیں۔ (106, 226, 205, 306)
notice-text: یہ اشتہار عام اطلاع کے لیے شائع کیا جاتا ہے کہ مذکورہ شخص کا شناختی کارڈ، چیک بک، سند یا دیگر اصل کاغذات کہیں گم ہو گئے ہیں جن کی تلاش کے باوجود دستیابی نہ ہو سکی ہے لہذا ان کو منسوخ تصور کیا جائے اور اگر کسی صاحب کو ملیں تو متعلقہ دفتر یا پتہ پر پہنچا دیں۔ (646, 1051, 745, 1131)
notice-text: یہ اشتہار عام اطلاع کے لیے شائع کیا جاتا ہے کہ مذکورہ شخص کا شناختی کارڈ، چیک بک، سند یا دیگر اصل کاغذات کہیں گم ہو گئے ہیں جن کی تلاش کے باوجود دستیابی نہ ہو سکی ہے لہذا ان کو منسوخ تصور کیا جائے اور اگر کسی صاحب کو ملیں تو متعلقہ دفتر یا پتہ پر پہنچا دیں۔ (318, 412, 417, 492)
notice-tag (540, 208, 639, 224)
notice-text: یہ اشتہار عام اطلاع کے لیے شائع کیا جاتا ہے کہ مذکورہ شخص کا شناختی کارڈ، چیک بک، سند یا دیگر اصل کاغذات کہیں گم ہو گئے ہیں جن کی تلاش کے باوجود دستیابی نہ ہو سکی ہے لہذا ان کو منسوخ تصور کیا جائے اور اگر کسی صاحب کو ملیں تو متعلقہ دفتر یا پتہ پر پہنچا دیں۔ (752, 598, 851, 678)
notice-number: 7 (723, 22, 745, 38)
notice-text: یہ اشتہار عام اطلاع کے لیے شائع کیا جاتا ہے کہ مذکورہ شخص کا شناختی کارڈ، چیک بک، سند یا دیگر اصل کاغذات کہیں گم ہو گئے ہیں جن کی تلاش کے باوجود دستیابی نہ ہو سکی ہے لہذا ان کو منسوخ تصور کیا جائے اور اگر کسی صاحب کو ملیں تو متعلقہ دفتر یا پتہ پر پہنچا دیں۔ (646, 40, 745, 120)
notice-label: تنسیخ (259, 766, 289, 782)
hearing-date: 6/4/2026 (33, 754, 69, 762)
notice-label: تنسیخ (693, 394, 723, 410)
notice-tag (318, 766, 417, 782)
divider (106, 1331, 151, 1333)
notice-label: تنسیخ (365, 1138, 395, 1154)
notice-text: یہ اشتہار عام اطلاع کے لیے شائع کیا جاتا ہے کہ مذکورہ شخص کا شناختی کارڈ، چیک بک، سند یا دیگر اصل کاغذات کہیں گم ہو گئے ہیں جن کی تلاش کے باوجود دستیابی نہ ہو سکی ہے لہذا ان کو منسوخ تصور کیا جائے اور اگر کسی صاحب کو ملیں تو متعلقہ دفتر یا پتہ پر پہنچا دیں۔ (106, 1423, 205, 1503)
notice-text: یہ اشتہار عام اطلاع کے لیے شائع کیا جاتا ہے کہ مذکورہ شخص کا شناختی کارڈ، چیک بک، سند یا دیگر اصل کاغذات کہیں گم ہو گئے ہیں جن کی تلاش کے باوجود دستیابی نہ ہو سکی ہے لہذا ان کو منسوخ تصور کیا جائے اور اگر کسی صاحب کو ملیں تو متعلقہ دفتر یا پتہ پر پہنچا دیں۔ (318, 121, 417, 201)
notice-text: یہ اشتہار عام اطلاع کے لیے شائع کیا جاتا ہے کہ مذکورہ شخص کا شناختی کارڈ، چیک بک، سند یا دیگر اصل کاغذات کہیں گم ہو گئے ہیں جن کی تلاش کے باوجود دستیابی نہ ہو سکی ہے لہذا ان کو منسوخ تصور کیا جائے اور اگر کسی صاحب کو ملیں تو متعلقہ دفتر یا پتہ پر پہنچا دیں۔ (318, 226, 417, 306)
phone-number: 17301-0429103-1 (11, 1229, 91, 1238)
notice-item (212, 766, 311, 946)
notice-label: تنسیخ (693, 208, 723, 224)
notice-label: تنسیخ (259, 1510, 289, 1526)
notice-text: یہ اشتہار عام اطلاع کے لیے شائع کیا جاتا ہے کہ مذکورہ شخص کا شناختی کارڈ، چیک بک، سند یا دیگر اصل کاغذات کہیں گم ہو گئے ہیں جن کی تلاش کے باوجود دستیابی نہ ہو سکی ہے لہذا ان کو منسوخ تصور کیا جائے اور اگر کسی صاحب کو ملیں تو متعلقہ دفتر یا پتہ پر پہنچا دیں۔ (646, 1237, 745, 1317)
notice-tag (106, 580, 205, 596)
case-reference: ADJ-V (40, 1368, 62, 1376)
notice-number: 5 (829, 766, 851, 782)
notice-tag (212, 1138, 311, 1154)
notice-item (318, 580, 417, 760)
divider (540, 773, 585, 775)
divider (646, 1331, 691, 1333)
notice-number: 46 (183, 22, 205, 38)
notice-text: یہ اشتہار عام اطلاع کے لیے شائع کیا جاتا ہے کہ مذکورہ شخص کا شناختی کارڈ، چیک بک، سند یا دیگر اصل کاغذات کہیں گم ہو گئے ہیں جن کی تلاش کے باوجود دستیابی نہ ہو سکی ہے لہذا ان کو منسوخ تصور کیا جائے اور اگر کسی صاحب کو ملیں تو متعلقہ دفتر یا پتہ پر پہنچا دیں۔ (106, 307, 205, 387)
